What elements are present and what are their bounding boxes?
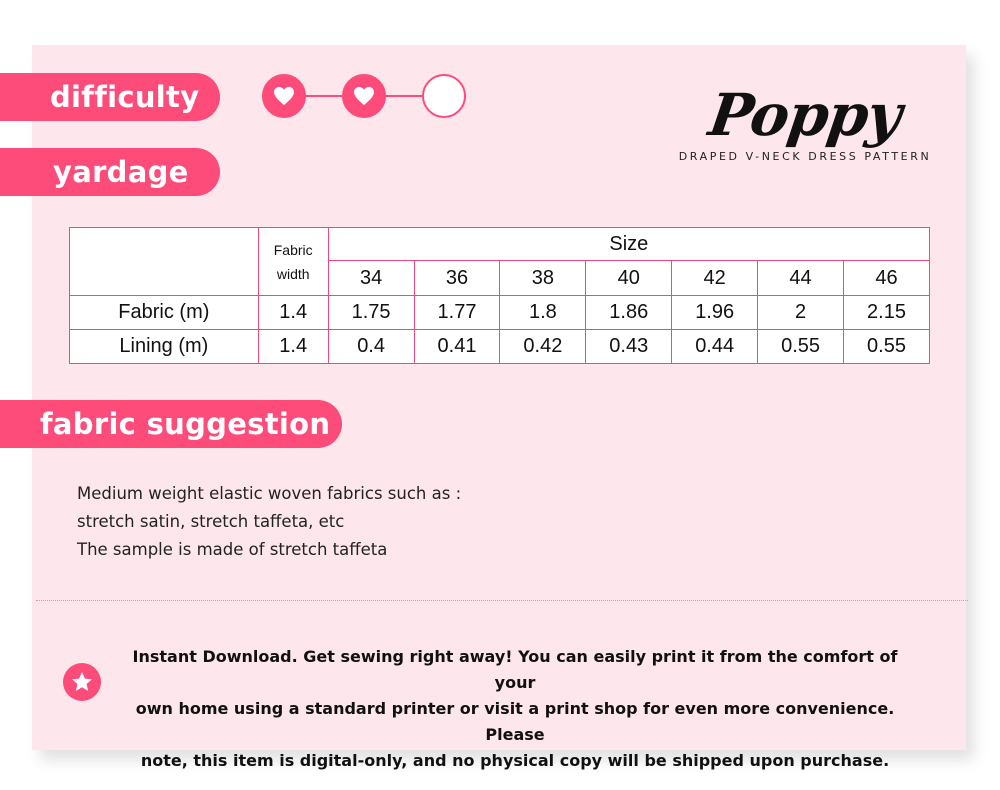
size-cell: 36	[414, 261, 500, 296]
heart-icon	[353, 86, 375, 106]
table-corner-cell	[70, 228, 259, 296]
table-header-row	[70, 228, 930, 261]
value-cell: 0.55	[758, 330, 844, 364]
star-icon	[70, 670, 94, 694]
value-cell: 0.43	[586, 330, 672, 364]
difficulty-dot-filled	[342, 74, 386, 118]
value-cell: 1.8	[500, 296, 586, 330]
notice-line: Instant Download. Get sewing right away! You can easily print it from the comfort of your	[132, 647, 898, 692]
width-cell: 1.4	[258, 296, 328, 330]
value-cell: 1.86	[586, 296, 672, 330]
value-cell: 0.4	[328, 330, 414, 364]
value-cell: 0.42	[500, 330, 586, 364]
size-cell: 34	[328, 261, 414, 296]
fabric-suggestion-text	[77, 480, 597, 564]
section-divider	[36, 600, 968, 601]
size-cell: 38	[500, 261, 586, 296]
row-label: Lining (m)	[70, 330, 259, 364]
empty-circle-icon	[422, 74, 466, 118]
fabric-width-header-line2: width	[276, 265, 310, 282]
yardage-label: yardage	[0, 148, 220, 196]
size-cell: 46	[844, 261, 930, 296]
row-label: Fabric (m)	[70, 296, 259, 330]
value-cell: 0.55	[844, 330, 930, 364]
suggestion-line: Medium weight elastic woven fabrics such as :	[77, 484, 462, 503]
brand-logo	[660, 80, 950, 163]
download-notice	[115, 644, 915, 774]
value-cell: 1.77	[414, 296, 500, 330]
table-row	[70, 330, 930, 364]
value-cell: 2	[758, 296, 844, 330]
suggestion-line: The sample is made of stretch taffeta	[77, 540, 388, 559]
difficulty-connector	[384, 95, 422, 97]
size-cell: 44	[758, 261, 844, 296]
brand-subtitle: DRAPED V-NECK DRESS PATTERN	[678, 150, 932, 163]
notice-line: own home using a standard printer or visit a print shop for even more convenience. Please	[135, 699, 895, 744]
value-cell: 0.41	[414, 330, 500, 364]
value-cell: 1.75	[328, 296, 414, 330]
table-row	[70, 296, 930, 330]
notice-line: note, this item is digital-only, and no physical copy will be shipped upon purchase.	[140, 751, 890, 770]
difficulty-rating	[262, 74, 464, 118]
brand-name: Poppy	[704, 81, 906, 149]
difficulty-label: difficulty	[0, 73, 220, 121]
value-cell: 2.15	[844, 296, 930, 330]
size-cell: 42	[672, 261, 758, 296]
size-cell: 40	[586, 261, 672, 296]
yardage-table	[69, 227, 930, 364]
star-badge	[63, 663, 101, 701]
value-cell: 0.44	[672, 330, 758, 364]
fabric-suggestion-label: fabric suggestion	[0, 400, 342, 448]
value-cell: 1.96	[672, 296, 758, 330]
difficulty-connector	[304, 95, 342, 97]
difficulty-dot-filled	[262, 74, 306, 118]
suggestion-line: stretch satin, stretch taffeta, etc	[77, 512, 345, 531]
fabric-width-header	[258, 228, 328, 296]
heart-icon	[273, 86, 295, 106]
fabric-width-header-line1: Fabric	[273, 241, 313, 258]
size-header: Size	[328, 228, 929, 261]
width-cell: 1.4	[258, 330, 328, 364]
